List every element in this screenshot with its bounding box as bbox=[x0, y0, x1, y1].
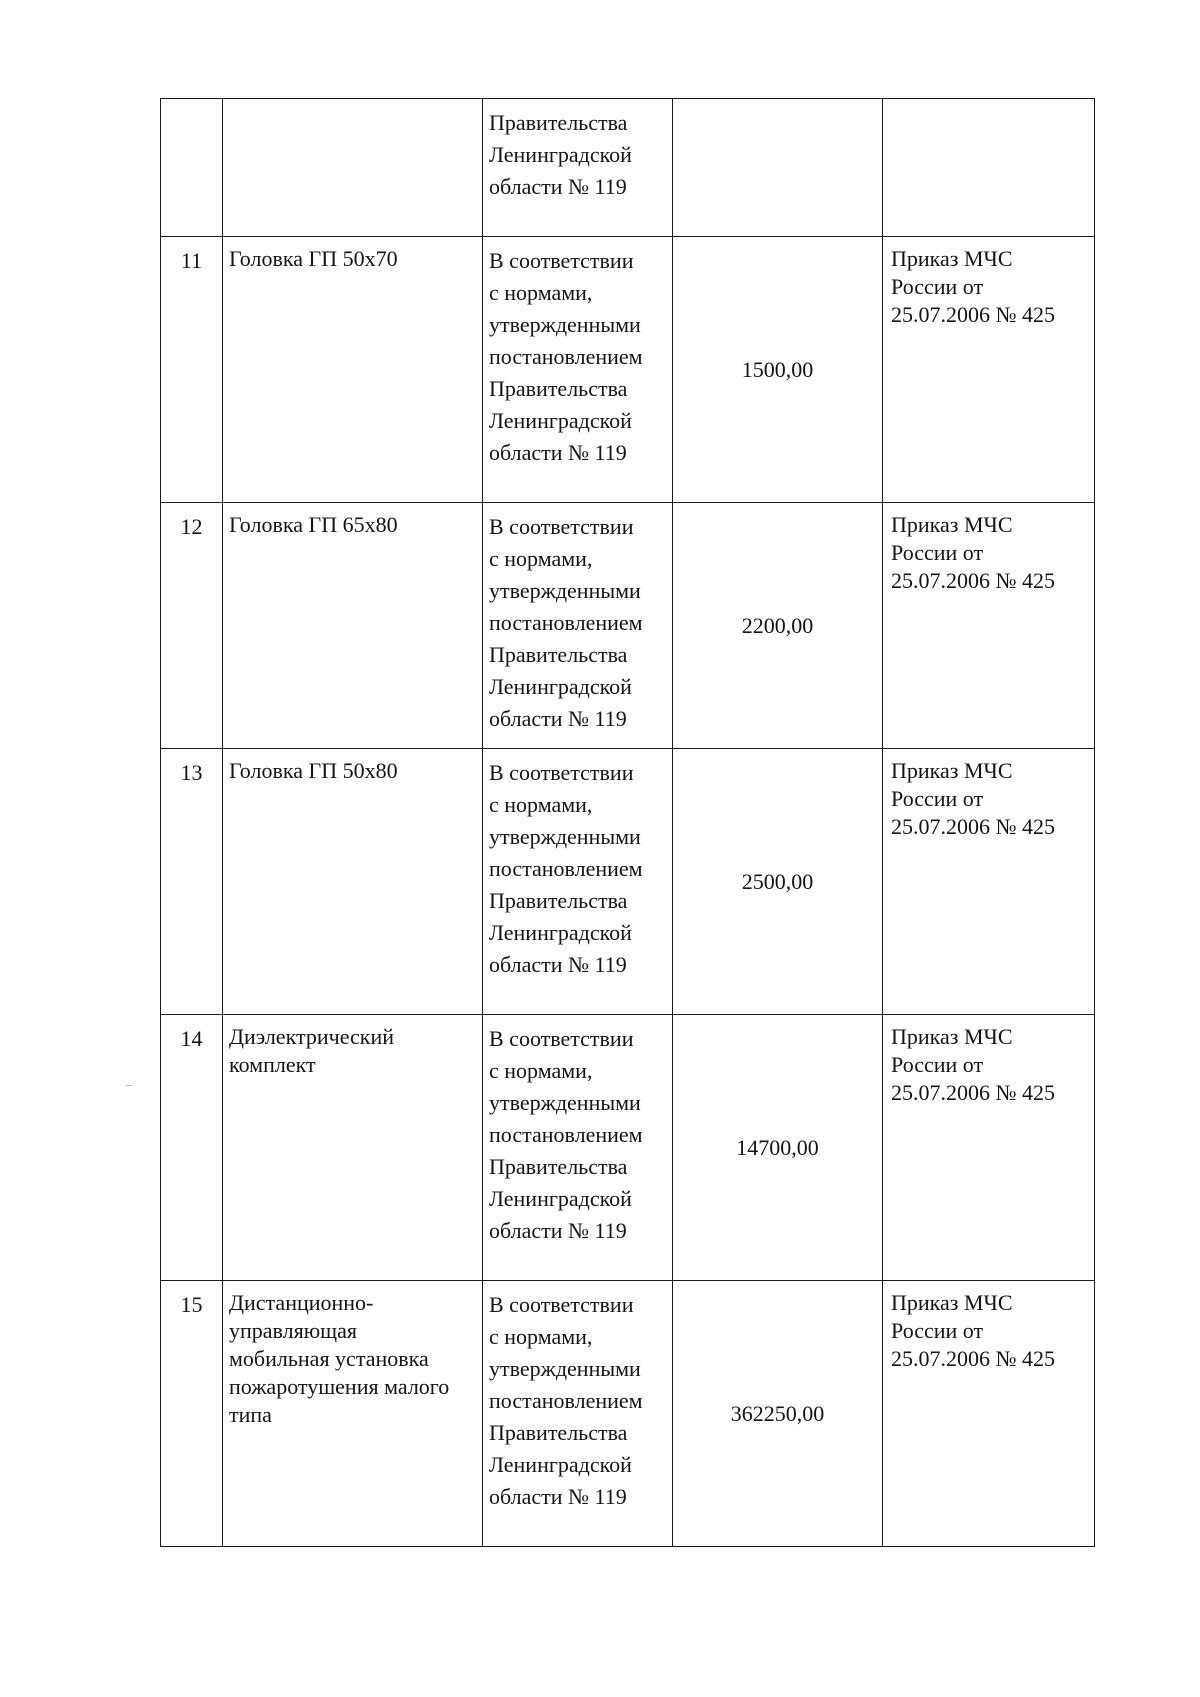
name-line: управляющая bbox=[229, 1318, 357, 1343]
cell-reference bbox=[883, 1281, 1095, 1547]
table-row bbox=[161, 1281, 1095, 1547]
basis-line: В соответствии bbox=[489, 1026, 634, 1051]
table-row bbox=[161, 237, 1095, 503]
basis-line: с нормами, bbox=[489, 1324, 593, 1349]
cell-price: 362250,00 bbox=[673, 1281, 883, 1547]
margin-mark bbox=[126, 1085, 132, 1086]
norms-table bbox=[160, 98, 1095, 1547]
reference-line: 25.07.2006 № 425 bbox=[891, 1080, 1055, 1105]
basis-line: постановлением bbox=[489, 344, 643, 369]
cell-basis bbox=[483, 1281, 673, 1547]
basis-line: Правительства bbox=[489, 376, 628, 401]
basis-line: Ленинградской bbox=[489, 1452, 632, 1477]
cell-basis bbox=[483, 237, 673, 503]
reference-line: Приказ МЧС bbox=[891, 758, 1013, 783]
cell-reference bbox=[883, 237, 1095, 503]
basis-line: Правительства bbox=[489, 642, 628, 667]
basis-line: В соответствии bbox=[489, 248, 634, 273]
basis-line: постановлением bbox=[489, 856, 643, 881]
cell-basis bbox=[483, 99, 673, 237]
reference-line: Приказ МЧС bbox=[891, 1290, 1013, 1315]
cell-reference bbox=[883, 1015, 1095, 1281]
cell-number: 15 bbox=[161, 1281, 223, 1547]
basis-line: В соответствии bbox=[489, 760, 634, 785]
reference-line: России от bbox=[891, 1318, 984, 1343]
basis-line: с нормами, bbox=[489, 280, 593, 305]
name-line: Головка ГП 50х70 bbox=[229, 246, 398, 271]
cell-number: 11 bbox=[161, 237, 223, 503]
reference-line: России от bbox=[891, 274, 984, 299]
basis-line: области № 119 bbox=[489, 952, 627, 977]
name-line: Дистанционно- bbox=[229, 1290, 374, 1315]
reference-line: 25.07.2006 № 425 bbox=[891, 568, 1055, 593]
table-row-continuation bbox=[161, 99, 1095, 237]
table-row bbox=[161, 749, 1095, 1015]
basis-line: В соответствии bbox=[489, 1292, 634, 1317]
basis-line: Ленинградской bbox=[489, 1186, 632, 1211]
cell-reference bbox=[883, 749, 1095, 1015]
reference-line: 25.07.2006 № 425 bbox=[891, 302, 1055, 327]
name-line: Головка ГП 50х80 bbox=[229, 758, 398, 783]
reference-line: России от bbox=[891, 786, 984, 811]
reference-line: России от bbox=[891, 540, 984, 565]
cell-name bbox=[223, 1015, 483, 1281]
cell-reference bbox=[883, 99, 1095, 237]
basis-line: области № 119 bbox=[489, 440, 627, 465]
basis-line: постановлением bbox=[489, 1122, 643, 1147]
cell-number: 12 bbox=[161, 503, 223, 749]
cell-price: 2200,00 bbox=[673, 503, 883, 749]
basis-line: с нормами, bbox=[489, 1058, 593, 1083]
basis-line: с нормами, bbox=[489, 792, 593, 817]
basis-line: Ленинградской bbox=[489, 674, 632, 699]
reference-line: России от bbox=[891, 1052, 984, 1077]
cell-price: 2500,00 bbox=[673, 749, 883, 1015]
cell-name bbox=[223, 1281, 483, 1547]
basis-line: области № 119 bbox=[489, 1484, 627, 1509]
basis-line: Правительства bbox=[489, 1420, 628, 1445]
basis-line: области № 119 bbox=[489, 174, 627, 199]
table-row bbox=[161, 503, 1095, 749]
cell-price bbox=[673, 99, 883, 237]
reference-line: Приказ МЧС bbox=[891, 1024, 1013, 1049]
reference-line: Приказ МЧС bbox=[891, 246, 1013, 271]
cell-number: 13 bbox=[161, 749, 223, 1015]
cell-number: 14 bbox=[161, 1015, 223, 1281]
basis-line: утвержденными bbox=[489, 312, 641, 337]
cell-name bbox=[223, 503, 483, 749]
table-body bbox=[161, 99, 1095, 1547]
basis-line: области № 119 bbox=[489, 1218, 627, 1243]
cell-price: 1500,00 bbox=[673, 237, 883, 503]
basis-line: с нормами, bbox=[489, 546, 593, 571]
basis-line: постановлением bbox=[489, 610, 643, 635]
basis-line: утвержденными bbox=[489, 824, 641, 849]
basis-line: Ленинградской bbox=[489, 142, 632, 167]
basis-line: Ленинградской bbox=[489, 408, 632, 433]
cell-number bbox=[161, 99, 223, 237]
cell-basis bbox=[483, 503, 673, 749]
cell-basis bbox=[483, 1015, 673, 1281]
cell-name bbox=[223, 99, 483, 237]
reference-line: 25.07.2006 № 425 bbox=[891, 1346, 1055, 1371]
name-line: типа bbox=[229, 1402, 272, 1427]
name-line: пожаротушения малого bbox=[229, 1374, 450, 1399]
basis-line: утвержденными bbox=[489, 1090, 641, 1115]
basis-line: Правительства bbox=[489, 1154, 628, 1179]
reference-line: Приказ МЧС bbox=[891, 512, 1013, 537]
basis-line: утвержденными bbox=[489, 1356, 641, 1381]
basis-line: утвержденными bbox=[489, 578, 641, 603]
name-line: Головка ГП 65х80 bbox=[229, 512, 398, 537]
basis-line: области № 119 bbox=[489, 706, 627, 731]
cell-name bbox=[223, 237, 483, 503]
table-row bbox=[161, 1015, 1095, 1281]
cell-price: 14700,00 bbox=[673, 1015, 883, 1281]
name-line: Диэлектрический bbox=[229, 1024, 394, 1049]
name-line: комплект bbox=[229, 1052, 316, 1077]
basis-line: Ленинградской bbox=[489, 920, 632, 945]
cell-basis bbox=[483, 749, 673, 1015]
cell-name bbox=[223, 749, 483, 1015]
basis-line: постановлением bbox=[489, 1388, 643, 1413]
basis-line: Правительства bbox=[489, 888, 628, 913]
cell-reference bbox=[883, 503, 1095, 749]
name-line: мобильная установка bbox=[229, 1346, 429, 1371]
reference-line: 25.07.2006 № 425 bbox=[891, 814, 1055, 839]
basis-line: Правительства bbox=[489, 110, 628, 135]
basis-line: В соответствии bbox=[489, 514, 634, 539]
